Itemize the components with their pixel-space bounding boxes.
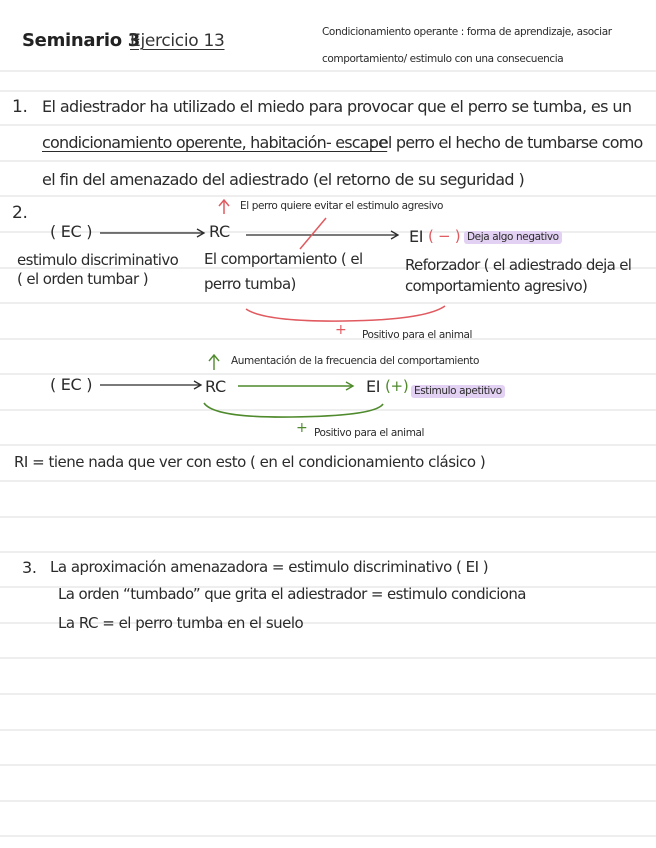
diagram1-top-note: El perro quiere evitar el estimulo agresivo (240, 200, 444, 212)
diagram2-ec: ( EC ) (50, 375, 93, 394)
item1-line3: el fin del amenazado del adiestrado (el retorno de su seguridad ) (42, 170, 525, 189)
item1-line2-rest: : el perro el hecho de tumbarse como (370, 133, 643, 152)
up-arrow-red (219, 200, 229, 214)
item2-number: 2. (12, 203, 28, 223)
diagram2-top-note: Aumentación de la frecuencia del comportamiento (231, 355, 480, 367)
diagram1-ec-desc-line1: estimulo discriminativo (17, 251, 179, 269)
diagram1-sign: ( − ) (428, 227, 461, 245)
diagram1-brace-plus: + (335, 322, 347, 338)
item3-line3: La RC = el perro tumba en el suelo (58, 614, 304, 632)
green-brace (204, 403, 383, 417)
item1-line2-underlined: condicionamiento operente, habitación- escape (42, 133, 388, 152)
diagram1-ei-desc-line1: Reforzador ( el adiestrado deja el (405, 256, 632, 274)
header-note-line2: comportamiento/ estimulo con una consecuencia (322, 53, 564, 65)
ri-note: RI = tiene nada que ver con esto ( en el condicionamiento clásico ) (14, 453, 486, 471)
item1-line1: El adiestrador ha utilizado el miedo para provocar que el perro se tumba, es un (42, 97, 632, 116)
diagram2-ei: EI (366, 377, 381, 396)
diagram2-sign-note: Estimulo apetitivo (411, 385, 505, 398)
item3-number: 3. (22, 558, 37, 577)
diagram1-ei-desc-line2: comportamiento agresivo) (405, 277, 588, 295)
diagram1-rc-desc-line2: perro tumba) (204, 275, 296, 293)
page-subtitle: Ejercicio 13 (130, 31, 225, 51)
item3-line1: La aproximación amenazadora = estimulo discriminativo ( EI ) (50, 558, 489, 576)
diagram1-ec: ( EC ) (50, 222, 93, 241)
diagram1-ec-desc-line2: ( el orden tumbar ) (17, 270, 148, 288)
item1-number: 1. (12, 97, 28, 117)
strike-mark (300, 218, 326, 249)
diagram1-rc: RC (209, 222, 230, 241)
diagram1-sign-note: Deja algo negativo (464, 231, 562, 244)
diagram1-rc-desc-line1: El comportamiento ( el (204, 250, 363, 268)
red-brace (246, 306, 445, 321)
diagram2-brace-note: Positivo para el animal (314, 427, 425, 439)
diagram2-rc: RC (205, 377, 226, 396)
page-title: Seminario 3 (22, 30, 140, 51)
header-note-line1: Condicionamiento operante : forma de aprendizaje, asociar (322, 26, 612, 38)
diagram2-sign: (+) (385, 377, 409, 395)
diagram1-ei: EI (409, 227, 424, 246)
diagram2-brace-plus: + (296, 420, 308, 436)
diagram1-brace-note: Positivo para el animal (362, 329, 473, 341)
item3-line2: La orden “tumbado” que grita el adiestrador = estimulo condiciona (58, 585, 526, 603)
